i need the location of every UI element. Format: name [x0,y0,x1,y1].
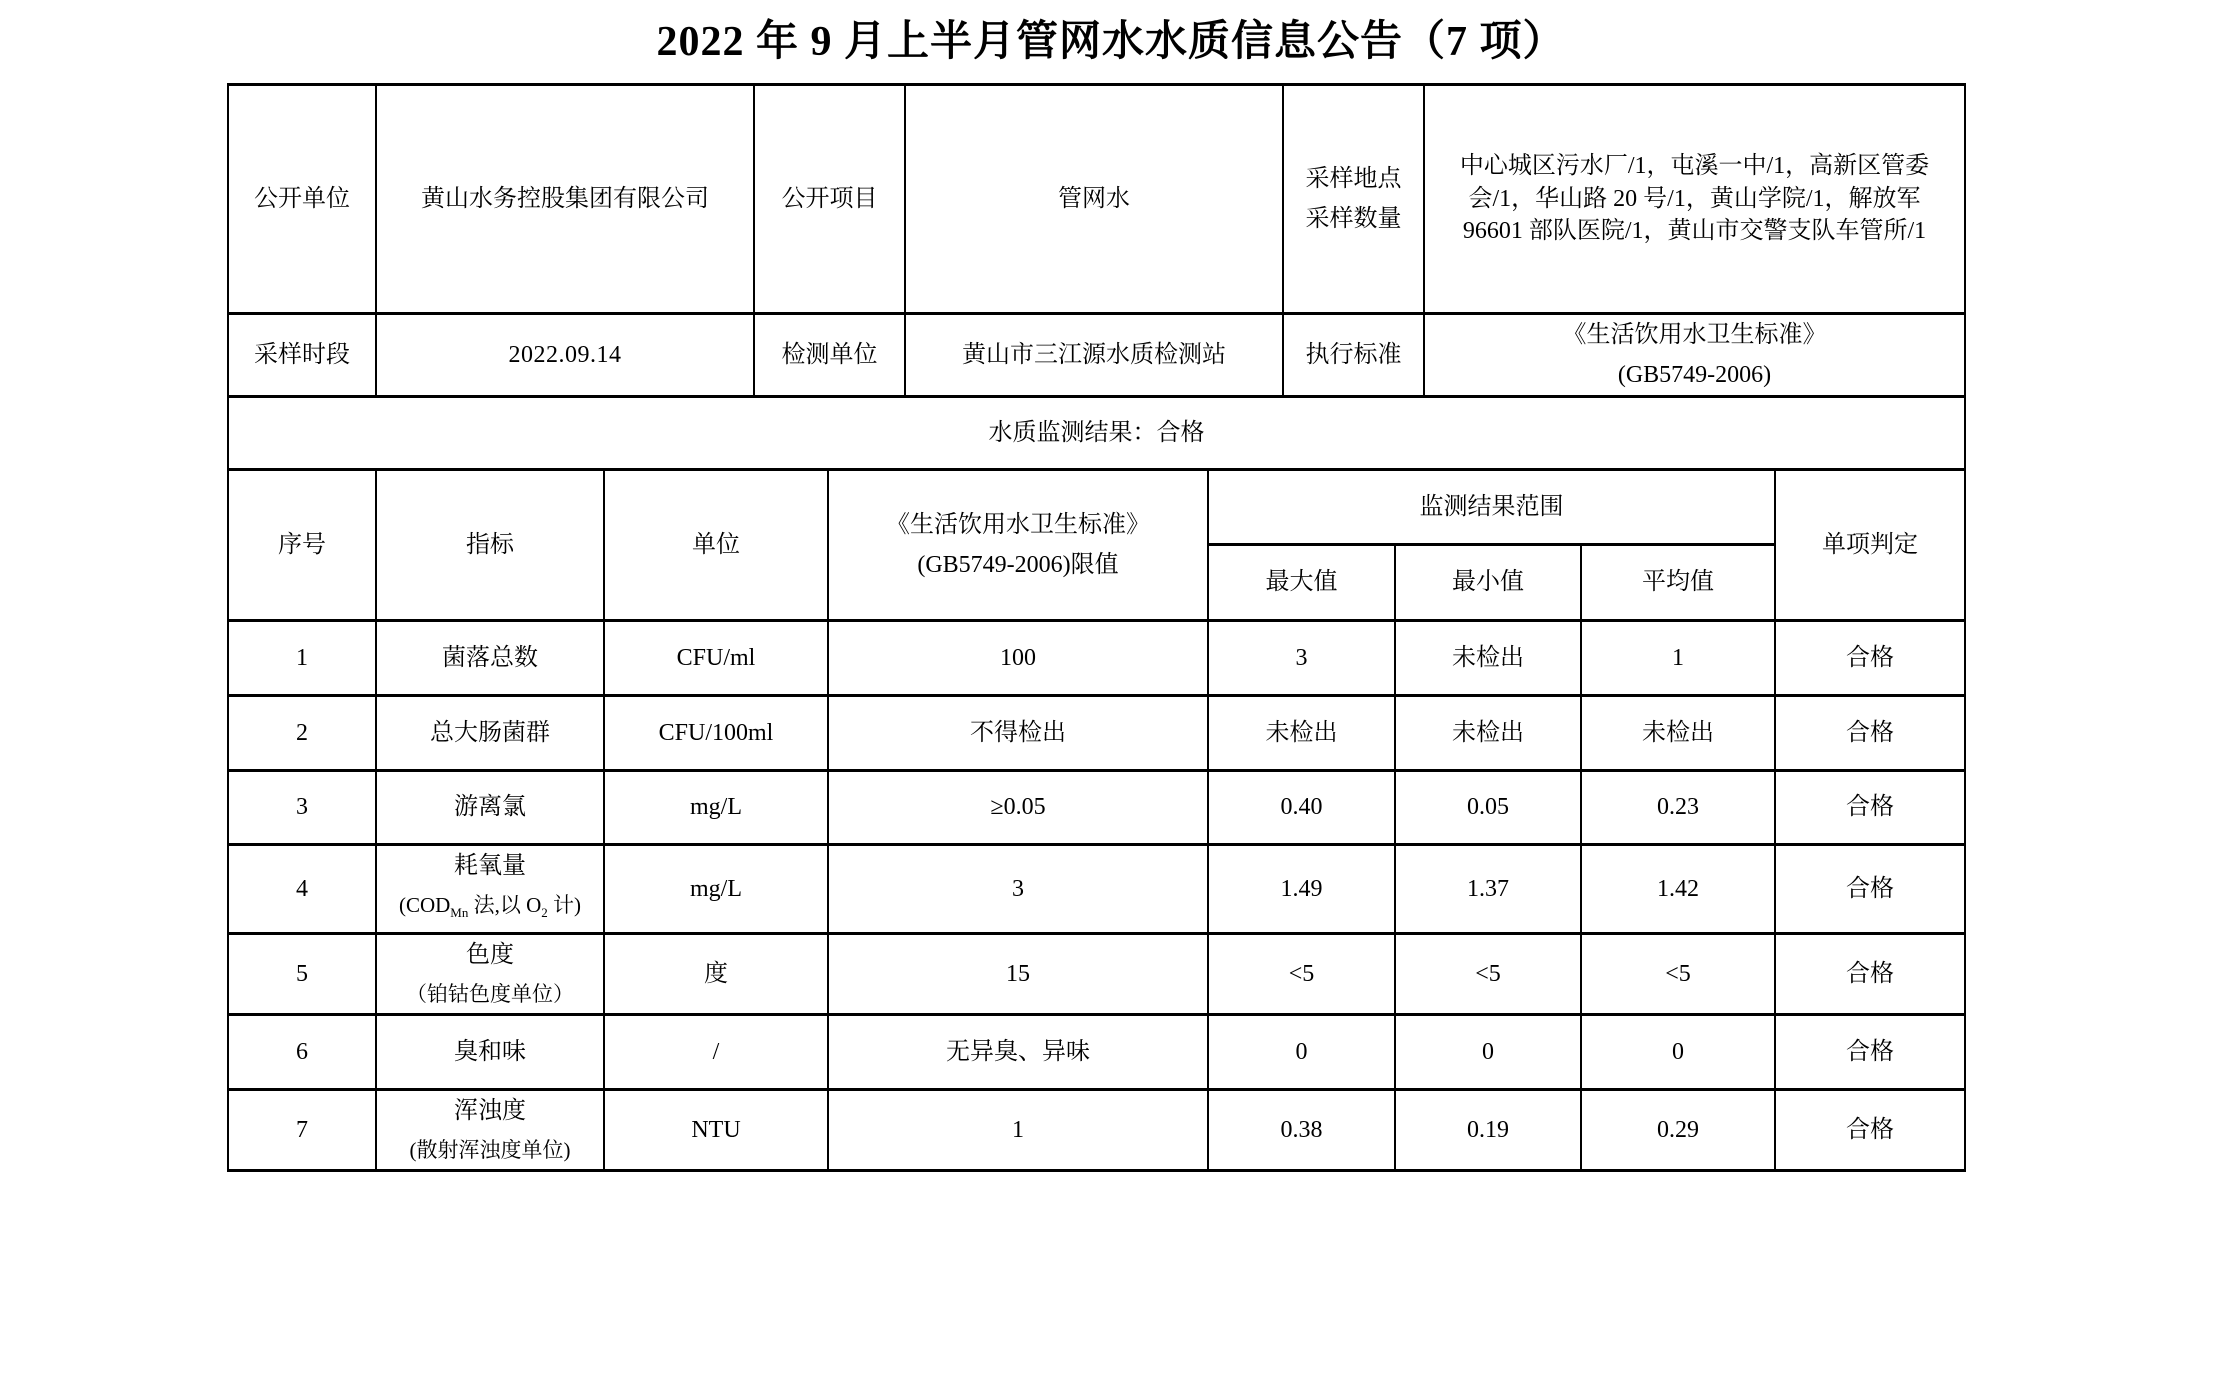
cell-no: 7 [228,1090,376,1171]
header-row-1 [228,470,1965,545]
public-project-value: 管网水 [905,85,1283,314]
table-row [228,621,1965,696]
cell-no: 1 [228,621,376,696]
header-range-group: 监测结果范围 [1208,470,1775,545]
cell-verdict: 合格 [1775,845,1965,934]
cell-max: 0 [1208,1015,1395,1090]
header-max: 最大值 [1208,545,1395,621]
cell-max: 1.49 [1208,845,1395,934]
sampling-period-label: 采样时段 [228,314,376,397]
indicator-note: (散射浑浊度单位) [409,1138,571,1163]
public-unit-value: 黄山水务控股集团有限公司 [376,85,754,314]
result-summary-row [228,397,1965,470]
cell-min: 0.19 [1395,1090,1581,1171]
cell-avg: 0 [1581,1015,1775,1090]
cell-avg: 未检出 [1581,696,1775,771]
sampling-location-label [1283,85,1424,314]
cell-min: 0.05 [1395,771,1581,845]
testing-unit-value: 黄山市三江源水质检测站 [905,314,1283,397]
cell-no: 2 [228,696,376,771]
cell-unit: / [604,1015,828,1090]
cell-verdict: 合格 [1775,696,1965,771]
cell-limit: 15 [828,934,1208,1015]
cell-max: <5 [1208,934,1395,1015]
header-indicator: 指标 [376,470,604,621]
header-avg: 平均值 [1581,545,1775,621]
sampling-location-label-line1: 采样地点 [1305,166,1402,192]
header-min: 最小值 [1395,545,1581,621]
standard-value-line1: 《生活饮用水卫生标准》 [1562,322,1827,348]
table-row [228,696,1965,771]
water-quality-table [227,83,1966,1172]
cell-indicator: 游离氯 [376,771,604,845]
cell-limit: ≥0.05 [828,771,1208,845]
cell-min: 0 [1395,1015,1581,1090]
cell-unit: mg/L [604,845,828,934]
header-no: 序号 [228,470,376,621]
header-limit-line2: (GB5749-2006)限值 [917,552,1119,578]
table-row [228,934,1965,1015]
cell-unit: NTU [604,1090,828,1171]
cell-max: 3 [1208,621,1395,696]
sampling-location-label-line2: 采样数量 [1305,206,1402,232]
cell-no: 3 [228,771,376,845]
header-limit [828,470,1208,621]
table-row [228,771,1965,845]
page-title: 2022 年 9 月上半月管网水水质信息公告（7 项） [656,19,1566,65]
cell-min: <5 [1395,934,1581,1015]
cell-indicator [376,845,604,934]
header-unit: 单位 [604,470,828,621]
cell-no: 5 [228,934,376,1015]
table-row [228,845,1965,934]
cell-max: 未检出 [1208,696,1395,771]
cell-verdict: 合格 [1775,1090,1965,1171]
cell-avg: 1.42 [1581,845,1775,934]
cell-indicator [376,934,604,1015]
cell-verdict: 合格 [1775,1015,1965,1090]
standard-value [1424,314,1965,397]
cell-no: 4 [228,845,376,934]
table-row [228,1015,1965,1090]
standard-value-line2: (GB5749-2006) [1617,362,1772,388]
cell-indicator: 臭和味 [376,1015,604,1090]
public-unit-label: 公开单位 [228,85,376,314]
cell-indicator [376,1090,604,1171]
indicator-main: 浑浊度 [454,1098,526,1125]
cell-unit: mg/L [604,771,828,845]
cell-avg: 0.29 [1581,1090,1775,1171]
cell-verdict: 合格 [1775,771,1965,845]
info-row-1 [228,85,1965,314]
cell-indicator: 总大肠菌群 [376,696,604,771]
cell-min: 未检出 [1395,621,1581,696]
standard-label: 执行标准 [1283,314,1424,397]
table-row [228,1090,1965,1171]
cell-unit: 度 [604,934,828,1015]
cell-indicator: 菌落总数 [376,621,604,696]
cell-limit: 3 [828,845,1208,934]
cell-avg: <5 [1581,934,1775,1015]
indicator-note: ($COD_{Mn}$ 法,以 $O_2$ 计) [398,893,582,921]
cell-verdict: 合格 [1775,934,1965,1015]
cell-avg: 0.23 [1581,771,1775,845]
indicator-main: 色度 [466,942,514,969]
cell-limit: 无异臭、异味 [828,1015,1208,1090]
result-summary: 水质监测结果：合格 [228,397,1965,470]
cell-limit: 100 [828,621,1208,696]
info-row-2 [228,314,1965,397]
cell-max: 0.40 [1208,771,1395,845]
header-verdict: 单项判定 [1775,470,1965,621]
public-project-label: 公开项目 [754,85,905,314]
cell-limit: 不得检出 [828,696,1208,771]
cell-limit: 1 [828,1090,1208,1171]
indicator-note: （铂钴色度单位） [406,982,574,1007]
cell-no: 6 [228,1015,376,1090]
sampling-period-value: 2022.09.14 [376,314,754,397]
cell-verdict: 合格 [1775,621,1965,696]
indicator-main: 耗氧量 [454,853,526,879]
cell-max: 0.38 [1208,1090,1395,1171]
cell-unit: CFU/ml [604,621,828,696]
cell-avg: 1 [1581,621,1775,696]
testing-unit-label: 检测单位 [754,314,905,397]
cell-min: 未检出 [1395,696,1581,771]
sampling-location-value: 中心城区污水厂/1，屯溪一中/1，高新区管委会/1，华山路 20 号/1，黄山学院/1，解放军 96601 部队医院/1，黄山市交警支队车管所/1 [1424,85,1965,314]
header-limit-line1: 《生活饮用水卫生标准》 [886,512,1150,538]
cell-min: 1.37 [1395,845,1581,934]
cell-unit: CFU/100ml [604,696,828,771]
